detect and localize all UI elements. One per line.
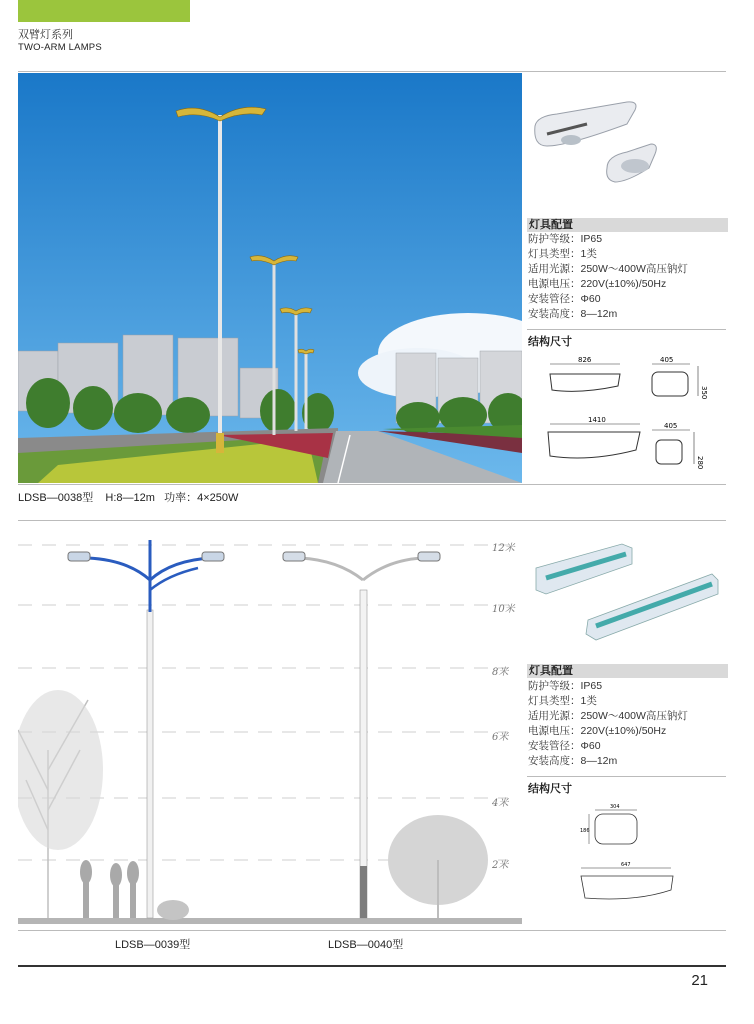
height-mark-6: 6米: [492, 732, 509, 743]
bottom-dimension-drawing: [575, 802, 685, 912]
spec-lamp-class: 灯具类型：1类: [528, 248, 597, 260]
height-mark-4: 4米: [492, 798, 509, 809]
top-product-caption: LDSB—0038型 H:8—12m 功率：4×250W: [18, 492, 239, 504]
spec-pipe-diameter: 安装管径：Φ60: [528, 740, 601, 752]
illustration-bottom-divider: [18, 930, 726, 931]
top-structure-title: 结构尺寸: [528, 335, 572, 348]
dim-186: 186: [580, 828, 590, 834]
label-ldsb-0039: LDSB—0039型: [115, 939, 191, 951]
height-mark-2: 2米: [492, 860, 509, 871]
spec-install-height: 安装高度：8—12m: [528, 308, 618, 320]
bottom-spec-divider: [527, 776, 726, 777]
height-mark-10: 10米: [492, 604, 515, 615]
dim-280: 280: [696, 456, 704, 470]
page-number: 21: [691, 972, 708, 989]
spec-light-source: 适用光源：250W～400W高压钠灯: [528, 263, 688, 275]
top-dimension-drawing: [540, 352, 720, 472]
series-title-cn: 双臂灯系列: [18, 29, 73, 41]
spec-voltage: 电源电压：220V(±10%)/50Hz: [528, 278, 667, 290]
series-title-en: TWO-ARM LAMPS: [18, 42, 102, 53]
top-luminaire-photo: [527, 96, 657, 196]
dim-405-top: 405: [660, 356, 674, 364]
photo-bottom-divider: [18, 484, 726, 485]
bottom-spec-title: 灯具配置: [527, 664, 728, 678]
spec-install-height: 安装高度：8—12m: [528, 755, 618, 767]
top-spec-title: 灯具配置: [527, 218, 728, 232]
spec-pipe-diameter: 安装管径：Φ60: [528, 293, 601, 305]
dim-304: 304: [610, 804, 620, 810]
street-lamp-photo: [18, 73, 522, 483]
height-mark-12: 12米: [492, 543, 515, 554]
spec-protection: 防护等级：IP65: [528, 680, 603, 692]
dim-826: 826: [578, 356, 592, 364]
spec-light-source: 适用光源：250W～400W高压钠灯: [528, 710, 688, 722]
header-divider: [18, 71, 726, 72]
header-accent-bar: [18, 0, 190, 22]
spec-protection: 防护等级：IP65: [528, 233, 603, 245]
footer-rule: [18, 965, 726, 967]
spec-voltage: 电源电压：220V(±10%)/50Hz: [528, 725, 667, 737]
top-spec-list: [528, 232, 688, 322]
two-arm-lamp-illustration: [18, 530, 522, 930]
dim-647: 647: [621, 862, 631, 868]
dim-405-bottom: 405: [664, 422, 678, 430]
dim-1410: 1410: [588, 416, 606, 424]
bottom-structure-title: 结构尺寸: [528, 782, 572, 795]
top-spec-divider: [527, 329, 726, 330]
bottom-luminaire-photo: [532, 538, 722, 648]
section-divider: [18, 520, 726, 521]
spec-lamp-class: 灯具类型：1类: [528, 695, 597, 707]
label-ldsb-0040: LDSB—0040型: [328, 939, 404, 951]
height-mark-8: 8米: [492, 667, 509, 678]
bottom-spec-list: [528, 679, 688, 769]
dim-350: 350: [700, 386, 708, 400]
